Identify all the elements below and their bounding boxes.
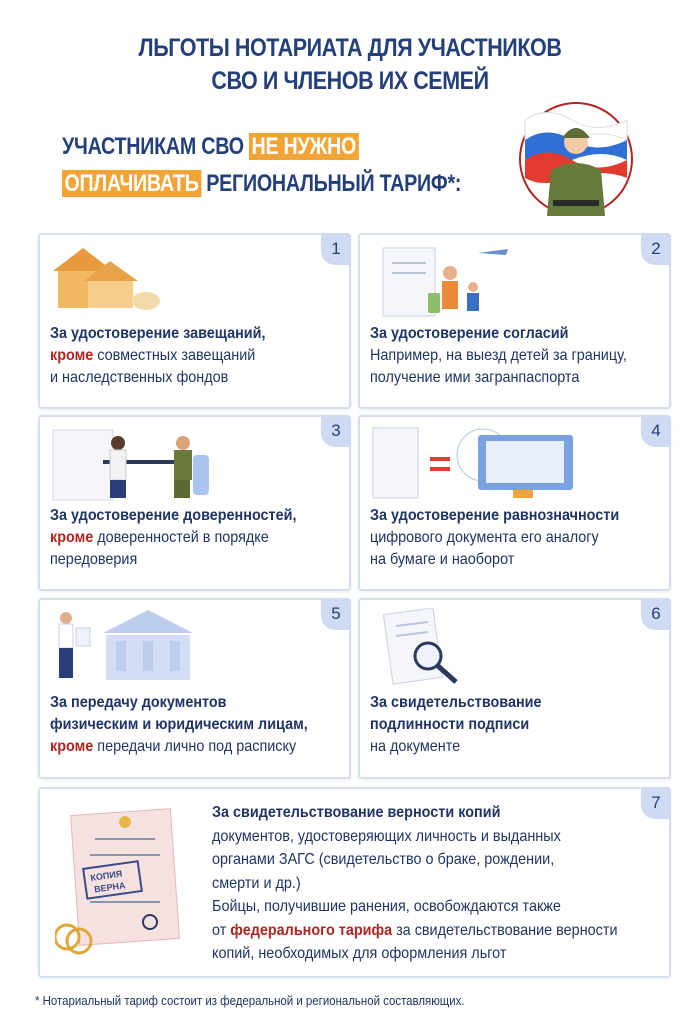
card-text	[370, 692, 542, 758]
card-number-badge: 1	[321, 233, 351, 265]
card-body-text: передоверия	[50, 551, 138, 568]
card-heading-text: подлинности подписи	[370, 716, 530, 733]
subtitle-highlight: ОПЛАЧИВАТЬ	[62, 170, 201, 197]
card-text-line	[370, 714, 542, 736]
card-body-text: смерти и др.)	[212, 874, 301, 892]
card-body-text: копий, необходимых для оформления льгот	[212, 945, 507, 962]
card-body-text: совместных завещаний	[93, 347, 256, 364]
card-heading-text: За передачу документов	[50, 694, 227, 711]
footnote: * Нотариальный тариф состоит из федеральной и региональной составляющих.	[35, 993, 465, 1008]
card-text	[50, 505, 296, 571]
subtitle	[62, 128, 461, 202]
card-body-text: документов, удостоверяющих личность и выданных	[212, 827, 561, 845]
building-icon	[48, 608, 208, 688]
card-text-line	[50, 549, 296, 571]
page-title	[49, 32, 651, 98]
benefit-card-5	[38, 598, 351, 779]
card-heading-text: За удостоверение завещаний,	[50, 325, 266, 342]
card-text-line	[212, 825, 617, 849]
card-heading-text: За удостоверение согласий	[370, 325, 569, 342]
card-text-line	[50, 527, 296, 549]
card-body-text: на бумаге и наоборот	[370, 551, 515, 568]
card-text-line	[370, 692, 542, 714]
benefit-card-1	[38, 233, 351, 409]
card-number-badge: 4	[641, 415, 671, 447]
svg-text:КОПИЯ: КОПИЯ	[89, 868, 123, 883]
magnifier-document-icon	[368, 608, 478, 693]
card-text-line	[212, 919, 617, 943]
highlight-text: кроме	[50, 529, 94, 546]
card-body-text: доверенностей в порядке	[93, 529, 269, 546]
highlight-text: кроме	[50, 347, 94, 364]
subtitle-highlight: НЕ НУЖНО	[249, 133, 359, 160]
card-heading-text: За удостоверение доверенностей,	[50, 507, 297, 524]
card-text-line	[212, 848, 617, 872]
subtitle-part: РЕГИОНАЛЬНЫЙ ТАРИФ*:	[206, 170, 462, 197]
card-text	[370, 505, 619, 571]
card-body-text: и наследственных фондов	[50, 369, 229, 386]
card-body-text: цифрового документа его аналогу	[370, 529, 599, 546]
card-text	[50, 692, 308, 758]
card-body-text: Бойцы, получившие ранения, освобождаются также	[212, 898, 561, 915]
benefit-card-4	[358, 415, 671, 591]
card-text-line	[50, 714, 308, 736]
card-text-line	[370, 505, 619, 527]
travel-consent-icon	[368, 243, 518, 323]
card-text-line	[370, 323, 627, 345]
card-body-text: за свидетельствование верности	[392, 921, 618, 939]
card-body-text: получение ими загранпаспорта	[370, 369, 580, 386]
card-number-badge: 2	[641, 233, 671, 265]
card-body-text: органами ЗАГС (свидетельство о браке, рождении,	[212, 851, 555, 868]
card-text-line	[50, 505, 296, 527]
title-line-1: ЛЬГОТЫ НОТАРИАТА ДЛЯ УЧАСТНИКОВ	[138, 34, 562, 62]
card-text-line	[50, 736, 308, 758]
card-heading-text: физическим и юридическим лицам,	[50, 716, 308, 733]
soldier-flag-icon	[517, 100, 635, 218]
highlight-text: федерального тарифа	[230, 921, 393, 939]
card-text-line	[212, 942, 617, 966]
card-heading-text: За свидетельствование	[370, 694, 542, 711]
card-text-line	[212, 801, 617, 825]
card-text-line	[370, 549, 619, 571]
svg-text:ВЕРНА: ВЕРНА	[93, 880, 127, 895]
card-text	[50, 323, 266, 389]
card-text-line	[370, 345, 627, 367]
card-text-line	[50, 367, 266, 389]
benefit-card-3	[38, 415, 351, 591]
card-number-badge: 5	[321, 598, 351, 630]
digital-document-icon	[368, 425, 578, 510]
card-body-text: на документе	[370, 738, 461, 755]
card-text-line	[370, 736, 542, 758]
card-body-text: передачи лично под расписку	[93, 738, 297, 755]
benefit-card-7	[38, 787, 671, 978]
card-text-line	[370, 527, 619, 549]
benefit-card-6	[358, 598, 671, 779]
card-text-line	[370, 367, 627, 389]
card-number-badge: 6	[641, 598, 671, 630]
highlight-text: кроме	[50, 738, 94, 755]
card-text-line	[50, 692, 308, 714]
card-text	[370, 323, 627, 389]
certified-copy-icon	[55, 807, 185, 962]
card-number-badge: 3	[321, 415, 351, 447]
subtitle-part: УЧАСТНИКАМ СВО	[62, 133, 244, 160]
title-line-2: СВО И ЧЛЕНОВ ИХ СЕМЕЙ	[211, 67, 489, 95]
meeting-icon	[48, 425, 218, 510]
card-text-line	[212, 872, 617, 896]
benefit-card-2	[358, 233, 671, 409]
house-icon	[48, 243, 168, 318]
card-number-badge: 7	[641, 787, 671, 819]
card-text	[212, 801, 617, 966]
card-heading-text: За удостоверение равнозначности	[370, 507, 620, 524]
card-body-text: от	[212, 921, 231, 939]
card-text-line	[50, 323, 266, 345]
card-text-line	[50, 345, 266, 367]
card-body-text: Например, на выезд детей за границу,	[370, 347, 627, 364]
card-heading-text: За свидетельствование верности копий	[212, 804, 501, 821]
card-text-line	[212, 895, 617, 919]
